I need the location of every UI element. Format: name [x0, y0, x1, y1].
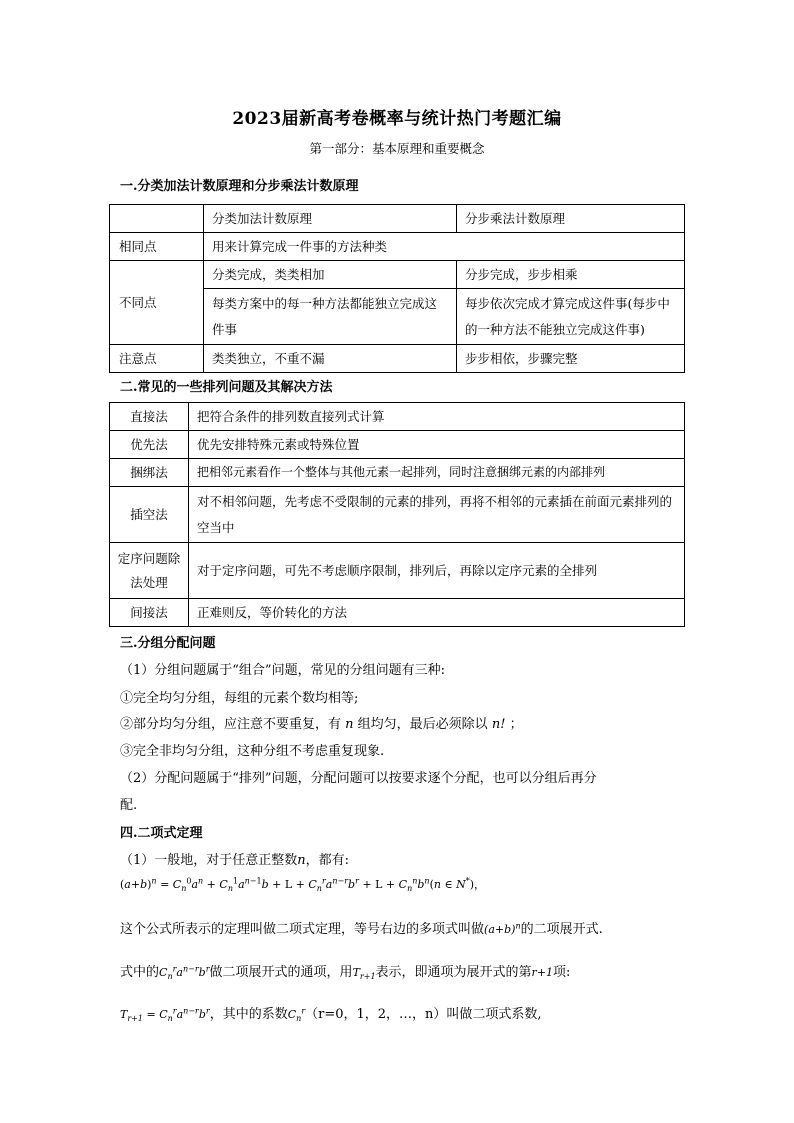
- text: ②部分均匀分组，应注意不要重复，有: [120, 717, 342, 732]
- list-item: ③完全非均匀分组，这种分组不考虑重复现象.: [120, 744, 385, 759]
- table-row: [110, 459, 685, 487]
- formula-inline: $C_n^ra^{n-r}b^r$: [159, 964, 210, 982]
- row-label-same: 相同点: [110, 233, 204, 261]
- method-name: 直接法: [110, 403, 189, 431]
- text: 表示，即通项为展开式的第: [375, 965, 532, 980]
- formula-inline: $C_n^r$: [287, 1006, 306, 1024]
- counting-principles-table: [109, 204, 685, 373]
- table-cell: [110, 205, 204, 233]
- method-desc: 正难则反，等价转化的方法: [189, 599, 685, 627]
- method-name: 捆绑法: [110, 459, 189, 487]
- table-row: [110, 431, 685, 459]
- table-row: [110, 233, 685, 261]
- method-desc: 把符合条件的排列数直接列式计算: [189, 403, 685, 431]
- binomial-theorem-formula: $(a+b)^n = C_n^0a^n + C_n^1a^{n-1}b + L + C_n^ra^{n-r}b^r + L + C_n^nb^n(n$ ∈ N*)，: [120, 876, 486, 894]
- formula-inline: r+1: [531, 966, 554, 979]
- row-label-diff: 不同点: [110, 261, 204, 345]
- method-desc: 优先安排特殊元素或特殊位置: [189, 431, 685, 459]
- section-4-heading: 四.二项式定理: [120, 826, 203, 841]
- page-subtitle: 第一部分：基本原理和重要概念: [309, 141, 485, 156]
- list-item: [120, 713, 523, 732]
- table-row: [110, 205, 685, 233]
- formula-inline: $T_{r+1} = C_n^ra^{n-r}b^r$: [120, 1006, 210, 1024]
- math-factorial: n!: [491, 717, 506, 732]
- table-header-addition: 分类加法计数原理: [204, 205, 457, 233]
- section-3-heading: 三.分组分配问题: [120, 636, 216, 651]
- paragraph: [120, 961, 570, 981]
- formula-inline: $(a+b)^n$: [484, 921, 521, 936]
- paragraph: 配.: [120, 798, 138, 813]
- paragraph: [120, 1003, 542, 1023]
- text: 式中的: [120, 965, 160, 980]
- method-desc: 对于定序问题，可先不考虑顺序限制，排列后，再除以定序元素的全排列: [189, 543, 685, 599]
- text: 这个公式所表示的定理叫做二项式定理，等号右边的多项式叫做: [120, 922, 485, 937]
- list-item: ①完全均匀分组，每组的元素个数均相等;: [120, 691, 359, 706]
- table-cell: 步步相依，步骤完整: [457, 345, 685, 373]
- table-cell: 分类完成，类类相加: [204, 261, 457, 289]
- text: ，都有:: [305, 853, 350, 868]
- math-n: n: [297, 853, 306, 868]
- permutation-methods-table: [109, 402, 685, 627]
- method-name: 插空法: [110, 487, 189, 543]
- paragraph: [120, 918, 603, 937]
- table-cell: 用来计算完成一件事的方法种类: [204, 233, 685, 261]
- text: ，其中的系数: [209, 1007, 288, 1022]
- table-cell: 类类独立，不重不漏: [204, 345, 457, 373]
- section-1-heading: 一.分类加法计数原理和分步乘法计数原理: [120, 179, 359, 194]
- math-n: n: [345, 717, 354, 732]
- table-cell: 分步完成，步步相乘: [457, 261, 685, 289]
- method-name: 优先法: [110, 431, 189, 459]
- method-desc: 对不相邻问题，先考虑不受限制的元素的排列，再将不相邻的元素插在前面元素排列的空当中: [189, 487, 685, 543]
- text: 的二项展开式.: [520, 922, 603, 937]
- page-title: 2023届新高考卷概率与统计热门考题汇编: [232, 109, 562, 129]
- text: （1）一般地，对于任意正整数: [120, 853, 298, 868]
- method-desc: 把相邻元素看作一个整体与其他元素一起排列，同时注意捆绑元素的内部排列: [189, 459, 685, 487]
- paragraph: （2）分配问题属于“排列”问题，分配问题可以按要求逐个分配，也可以分组后再分: [120, 771, 597, 786]
- formula-inline: $T_{r+1}$: [352, 966, 376, 982]
- text: 项:: [553, 965, 571, 980]
- paragraph: [120, 849, 349, 868]
- table-cell: 每类方案中的每一种方法都能独立完成这件事: [204, 289, 457, 345]
- table-row: [110, 345, 685, 373]
- table-row: [110, 599, 685, 627]
- table-row: [110, 261, 685, 289]
- text: 组均匀，最后必须除以: [357, 717, 488, 732]
- table-row: [110, 403, 685, 431]
- text: （r=0，1，2，…，n）叫做二项式系数,: [305, 1007, 542, 1022]
- method-name: 间接法: [110, 599, 189, 627]
- text: ；: [509, 717, 523, 732]
- table-row: [110, 543, 685, 599]
- row-label-note: 注意点: [110, 345, 204, 373]
- text: 做二项展开式的通项，用: [209, 965, 353, 980]
- table-row: [110, 487, 685, 543]
- paragraph: （1）分组问题属于“组合”问题，常见的分组问题有三种:: [120, 663, 445, 678]
- table-cell: 每步依次完成才算完成这件事(每步中的一种方法不能独立完成这件事): [457, 289, 685, 345]
- section-2-heading: 二.常见的一些排列问题及其解决方法: [120, 380, 333, 395]
- table-header-multiplication: 分步乘法计数原理: [457, 205, 685, 233]
- method-name: 定序问题除法处理: [110, 543, 189, 599]
